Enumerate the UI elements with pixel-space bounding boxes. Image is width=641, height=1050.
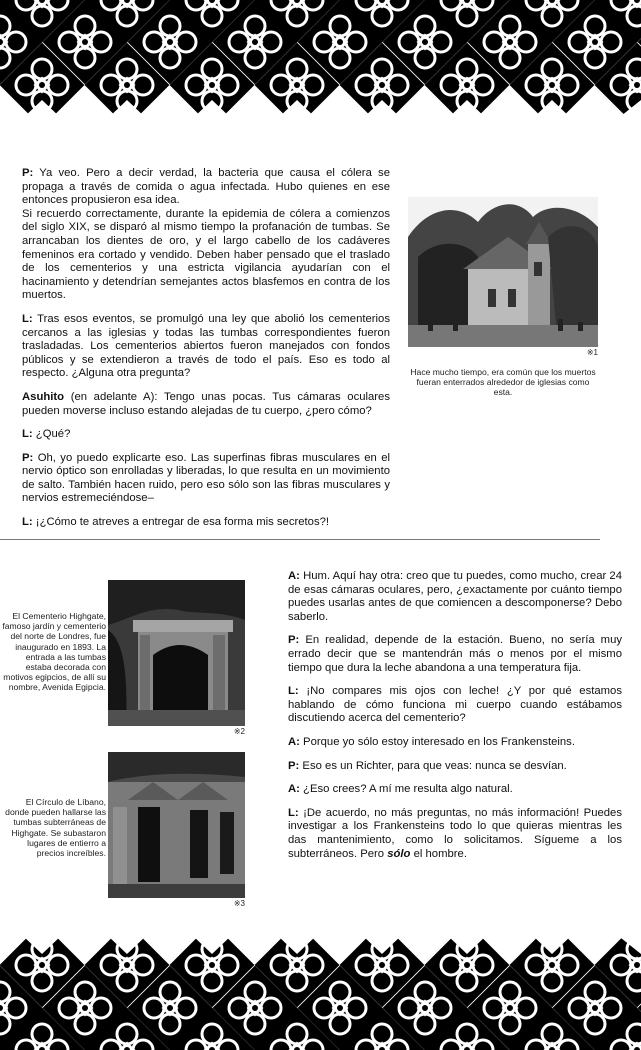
dialogue-text: ¿Eso crees? A mí me resulta algo natural. [299, 783, 513, 796]
bottom-dialogue [288, 570, 622, 871]
ornament-band-bottom [0, 932, 641, 1050]
speaker-label: Asuhito [22, 390, 65, 403]
section-divider [0, 539, 600, 540]
lebanon-caption: El Círculo de Líbano, donde pueden hallarse las tumbas subterráneas de Highgate. Se subastaron lugares de entierro a precios increíbles. [5, 797, 106, 859]
speaker-label: A: [288, 783, 300, 796]
dialogue-text: ¿Qué? [32, 428, 71, 441]
circle-of-lebanon-figure [108, 752, 245, 908]
dialogue-text: Hum. Aquí hay otra: creo que tu puedes, como mucho, crear 24 de esas cámaras oculares, pero, ¿exactamente por cuánto tiempo puedes usarlas antes de que comiencen a descomponerse? Debo saberlo. [288, 570, 622, 623]
egyptian-avenue-photo [108, 580, 245, 726]
dialogue-paragraph [288, 685, 622, 726]
dialogue-text: Oh, yo puedo explicarte eso. Las superfinas fibras musculares en el nervio óptico son enrolladas y liberadas, lo que resulta en un movimiento de salto. También hacen ruido, pero eso sólo son las fibras musculares y nervios estremeciéndose– [22, 451, 390, 505]
ornament-band-top [0, 0, 641, 120]
speaker-label: P: [288, 759, 300, 772]
highgate-caption: El Cementerio Highgate, famoso jardín y cementerio del norte de Londres, fue inaugurado en 1893. La entrada a las tumbas estaba decorada con motivos egipcios, de allí su nombre, Avenida Egipcia. [2, 611, 106, 693]
dialogue-text: ¡No compares mis ojos con leche! ¿Y por qué estamos hablando de cómo funciona mi cuerpo cuando estábamos discutiendo acerca del cementerio? [288, 685, 622, 725]
speaker-label: A: [288, 735, 300, 748]
dialogue-paragraph [22, 428, 390, 442]
church-caption: Hace mucho tiempo, era común que los muertos fueran enterrados alrededor de iglesias como esta. [410, 367, 596, 398]
speaker-label: P: [22, 451, 34, 464]
speaker-label: L: [22, 428, 33, 441]
dialogue-text: En realidad, depende de la estación. Bueno, no sería muy errado decir que se mantendrán más o menos por el mismo tiempo que dura la leche abandona a una temperatura fija. [288, 634, 622, 674]
dialogue-paragraph [288, 807, 622, 861]
circle-of-lebanon-photo [108, 752, 245, 898]
emphasis-text: sólo [387, 847, 411, 860]
dialogue-text: Ya veo. Pero a decir verdad, la bacteria que causa el cólera se propaga a través de comida o agua infectada. Hubo quienes en ese entonces propusieron esa idea. [22, 167, 390, 207]
dialogue-paragraph [22, 313, 390, 381]
figure-mark: ※3 [233, 899, 245, 908]
dialogue-paragraph [22, 391, 390, 418]
dialogue-text: ¡De acuerdo, no más preguntas, no más información! Puedes investigar a los Frankensteins todo lo que quieras mientras les das mantenimiento, como lo solicitamos. Sígueme a los subterráneos. Pero [288, 806, 622, 860]
dialogue-text: Tras esos eventos, se promulgó una ley que abolió los cementerios cercanos a las iglesias y todas las tumbas correspondientes fueron trasladadas. Los cementerios abiertos fueron manejados con fondos públicos y se extendieron a través de todo el país. Eso es todo al respecto. ¿Alguna otra pregunta? [22, 312, 390, 380]
church-engraving-figure [408, 197, 598, 359]
figure-mark: ※2 [233, 727, 245, 736]
egyptian-avenue-figure [108, 580, 245, 738]
speaker-label: L: [22, 516, 33, 529]
dialogue-paragraph [288, 570, 622, 624]
dialogue-paragraph [288, 736, 622, 750]
figure-mark: ※1 [586, 348, 598, 357]
top-dialogue [22, 167, 390, 540]
dialogue-text: Eso es un Richter, para que veas: nunca se desvían. [299, 759, 567, 772]
dialogue-paragraph [22, 452, 390, 506]
dialogue-text: ¡¿Cómo te atreves a entregar de esa forma mis secretos?! [32, 516, 330, 529]
church-engraving-image [408, 197, 598, 347]
speaker-label: L: [22, 312, 33, 325]
speaker-label: P: [288, 634, 300, 647]
dialogue-text: el hombre. [410, 847, 467, 860]
dialogue-text: (en adelante A): Tengo unas pocas. Tus cámaras oculares pueden moverse incluso estando alejadas de tu cuerpo, ¿pero cómo? [22, 390, 390, 417]
speaker-label: L: [288, 685, 299, 698]
dialogue-paragraph [288, 760, 622, 774]
dialogue-paragraph [22, 516, 390, 530]
speaker-label: A: [288, 570, 300, 582]
speaker-label: P: [22, 167, 34, 179]
speaker-label: L: [288, 806, 299, 819]
dialogue-text: Porque yo sólo estoy interesado en los Frankensteins. [299, 735, 575, 748]
dialogue-paragraph [288, 634, 622, 675]
dialogue-paragraph [22, 167, 390, 303]
dialogue-paragraph [288, 783, 622, 797]
dialogue-text: Si recuerdo correctamente, durante la epidemia de cólera a comienzos del siglo XIX, se disparó al mismo tiempo la profanación de tumbas. Se arrancaban los dientes de oro, y el largo cabello de los cadáveres femeninos era cortado y vendido. Deben haber pensado que el traslado de los cementerios y una estricta vigilancia ayudarían con el hacinamiento y detendrían semejantes actos blasfemos en contra de los muertos. [22, 207, 390, 302]
